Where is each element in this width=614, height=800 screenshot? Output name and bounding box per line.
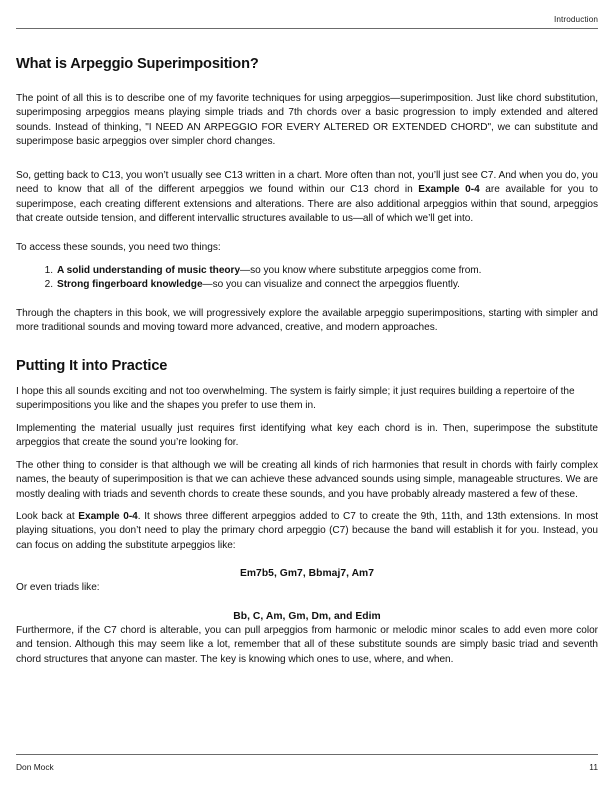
requirements-list [16, 264, 598, 293]
paragraph-point-of-all-this: The point of all this is to describe one of my favorite techniques for using arpeggios—superimposition. Just like chord substitution, superimposing arpeggios means playing simple triads and 7th chords over a basic progression to imply extended and altered sounds. Instead of thinking, "I NEED AN ARPEGGIO FOR EVERY ALTERED OR EXTENDED CHORD", we can substitute and superimpose basic arpeggios over simpler chord changes. [16, 93, 598, 148]
page-content [16, 50, 598, 667]
section-heading-putting-it-into-practice: Putting It into Practice [16, 357, 168, 374]
paragraph-the-other-thing-to-consider: The other thing to consider is that although we will be creating all kinds of rich harmonies that result in chords with fairly complex names, the beauty of superimposition is that we can achieve these advanced sounds using simple, manageable structures. We are mostly dealing with triads and seventh chords to create these sounds, and you have probably already mastered a few of these. [16, 459, 598, 500]
paragraph-getting-back-to-c13: So, getting back to C13, you won’t usually see C13 written in a chart. More often than not, you’ll just see C7. And when you do, you need to know that all of the different arpeggios we found within our C13 chord in Example 0-4 are available for you to superimpose, each creating different extensions and alterations. There are also additional arpeggios within that sound, arpeggios that create outside tension, and different intervallic structures available to us—all of which we’ll get into. [16, 169, 598, 225]
paragraph-look-back-at-example: Look back at Example 0-4. It shows three different arpeggios added to C7 to create the 9th, 11th, and 13th extensions. In most playing situations, you don’t need to play the primary chord arpeggio (C7) because the band will establish it for you. Instead, you can focus on adding the substitute arpeggios like: [16, 510, 598, 551]
list-item-text: Strong fingerboard knowledge—so you can visualize and connect the arpeggios fluently. [57, 279, 460, 291]
section-heading-what-is-arpeggio-superimposition: What is Arpeggio Superimposition? [16, 56, 259, 72]
list-item [44, 278, 598, 292]
footer-author: Don Mock [16, 762, 54, 772]
footer-row [16, 762, 598, 773]
paragraph-implementing-the-material: Implementing the material usually just requires first identifying what key each chord is in. Then, superimpose the substitute arpeggios that create the sound you’re looking for. [16, 422, 598, 449]
list-item-text: A solid understanding of music theory—so you know where substitute arpeggios come from. [57, 265, 482, 277]
paragraph-furthermore-alterable: Furthermore, if the C7 chord is alterable, you can pull arpeggios from harmonic or melodic minor scales to add even more color and tension. Although this may seem like a lot, remember that all of these substitute sounds are simply basic triad and seventh chord structures that anyone can master. The key is knowing which ones to use, where, and when. [16, 624, 598, 665]
running-footer [16, 754, 598, 773]
chord-line-triads: Bb, C, Am, Gm, Dm, and Edim [233, 610, 381, 622]
paragraph-i-hope-this-all-sounds: I hope this all sounds exciting and not too overwhelming. The system is fairly simple; it just requires building a repertoire of the superimpositions you like and the shapes you prefer to use them in. [16, 385, 575, 412]
footer-rule [16, 754, 598, 755]
list-item [44, 264, 598, 278]
running-header [16, 14, 598, 29]
header-rule [16, 28, 598, 29]
running-head-text: Introduction [554, 15, 598, 24]
footer-page-number: 11 [589, 762, 598, 772]
chord-line-seventh-chords: Em7b5, Gm7, Bbmaj7, Am7 [239, 568, 375, 580]
paragraph-to-access-these-sounds: To access these sounds, you need two things: [16, 241, 221, 253]
paragraph-or-even-triads-like: Or even triads like: [16, 582, 100, 594]
paragraph-through-the-chapters: Through the chapters in this book, we will progressively explore the available arpeggio superimpositions, starting with simpler and more traditional sounds and moving toward more advanced, creative, and modern approaches. [16, 307, 598, 334]
list-item-number: 2. [44, 279, 53, 291]
list-item-number: 1. [44, 265, 53, 277]
